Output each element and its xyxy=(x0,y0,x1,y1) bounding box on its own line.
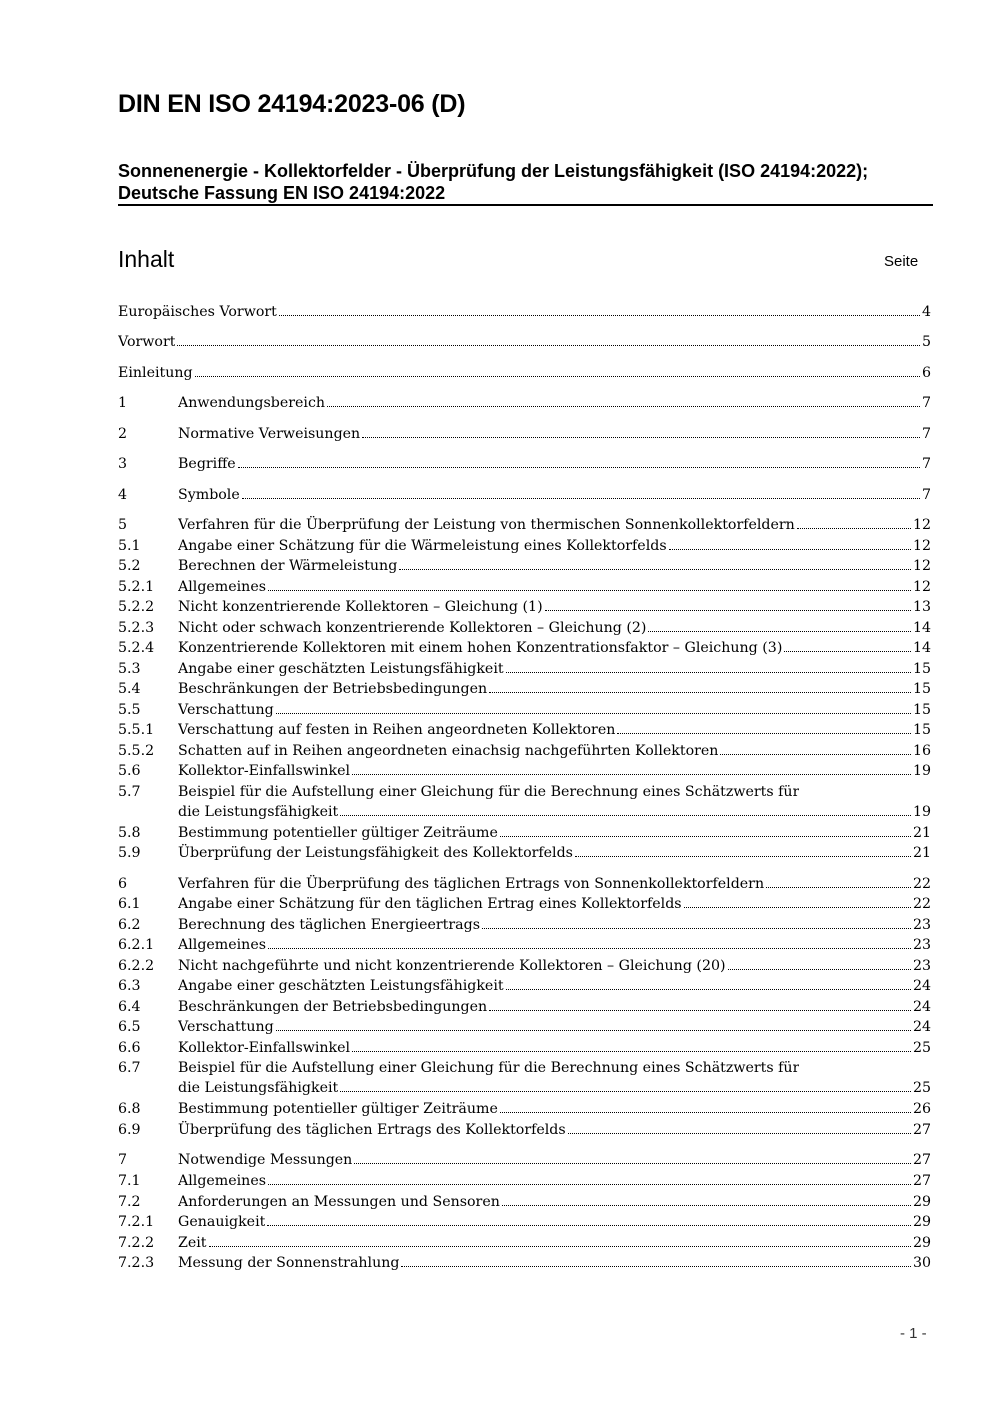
toc-entry[interactable] xyxy=(118,997,931,1017)
toc-entry-page: 24 xyxy=(912,999,931,1015)
toc-entry-number: 6 xyxy=(118,876,128,892)
toc-entry-page: 15 xyxy=(912,661,931,677)
toc-entry-page: 4 xyxy=(921,304,931,320)
dot-leader xyxy=(279,315,920,316)
toc-entry-page: 5 xyxy=(921,334,931,350)
toc-entry-page: 7 xyxy=(921,456,931,472)
toc-entry[interactable] xyxy=(118,454,931,474)
dot-leader xyxy=(545,610,911,611)
toc-entry-title: Beschränkungen der Betriebsbedingungen xyxy=(178,999,488,1015)
dot-leader xyxy=(177,345,920,346)
toc-entry[interactable] xyxy=(118,843,931,863)
toc-entry-title: Verfahren für die Überprüfung der Leistung von thermischen Sonnenkollektorfeldern xyxy=(178,517,795,533)
toc-entry[interactable] xyxy=(118,302,931,322)
toc-entry-page: 13 xyxy=(912,599,931,615)
toc-entry[interactable] xyxy=(118,1233,931,1253)
toc-entry-page: 12 xyxy=(912,517,931,533)
toc-entry-number: 6.2.1 xyxy=(118,937,155,953)
dot-leader xyxy=(617,733,911,734)
toc-entry-page: 21 xyxy=(912,845,931,861)
toc-entry[interactable] xyxy=(118,393,931,413)
toc-entry[interactable] xyxy=(118,823,931,843)
toc-entry-title: Anforderungen an Messungen und Sensoren xyxy=(178,1194,500,1210)
toc-entry-number: 7.1 xyxy=(118,1173,141,1189)
toc-entry[interactable] xyxy=(118,700,931,720)
toc-entry-number: 5.7 xyxy=(118,784,141,800)
dot-leader xyxy=(362,437,920,438)
toc-entry-page: 19 xyxy=(912,804,931,820)
toc-entry-number: 5.9 xyxy=(118,845,141,861)
toc-entry-title: Angabe einer geschätzten Leistungsfähigkeit xyxy=(178,661,504,677)
toc-entry[interactable] xyxy=(118,761,931,781)
toc-entry-number: 5.1 xyxy=(118,538,141,554)
toc-entry[interactable] xyxy=(118,638,931,658)
dot-leader xyxy=(575,856,911,857)
toc-entry-number: 6.2.2 xyxy=(118,958,155,974)
toc-entry-number: 3 xyxy=(118,456,128,472)
dot-leader xyxy=(506,672,911,673)
dot-leader xyxy=(684,907,911,908)
dot-leader xyxy=(268,1184,911,1185)
dot-leader xyxy=(195,376,920,377)
toc-entry-page: 29 xyxy=(912,1194,931,1210)
toc-entry-title: Messung der Sonnenstrahlung xyxy=(178,1255,400,1271)
dot-leader xyxy=(797,528,911,529)
toc-entry-title-continued: die Leistungsfähigkeit xyxy=(178,804,339,820)
toc-entry[interactable] xyxy=(118,363,931,383)
toc-entry-number: 7.2 xyxy=(118,1194,141,1210)
toc-entry[interactable] xyxy=(118,1212,931,1232)
toc-entry-title: Konzentrierende Kollektoren mit einem hohen Konzentrationsfaktor – Gleichung (3) xyxy=(178,640,783,656)
toc-entry[interactable] xyxy=(118,556,931,576)
toc-entry-page: 15 xyxy=(912,722,931,738)
toc-entry[interactable] xyxy=(118,1150,931,1170)
toc-entry[interactable] xyxy=(118,1058,931,1098)
toc-heading: Inhalt xyxy=(118,246,175,272)
toc-entry[interactable] xyxy=(118,659,931,679)
toc-entry-page: 14 xyxy=(912,640,931,656)
toc-entry[interactable] xyxy=(118,485,931,505)
toc-entry-title: Anwendungsbereich xyxy=(178,395,326,411)
toc-entry[interactable] xyxy=(118,515,931,535)
toc-entry-number: 6.7 xyxy=(118,1060,141,1076)
toc-entry-page: 7 xyxy=(921,426,931,442)
toc-entry-title: Bestimmung potentieller gültiger Zeiträume xyxy=(178,825,498,841)
dot-leader xyxy=(327,406,920,407)
toc-entry-number: 5.8 xyxy=(118,825,141,841)
page-number: - 1 - xyxy=(900,1325,927,1342)
toc-entry[interactable] xyxy=(118,1017,931,1037)
toc-entry[interactable] xyxy=(118,976,931,996)
toc-entry-title: Notwendige Messungen xyxy=(178,1152,353,1168)
toc-entry-title: Verfahren für die Überprüfung des täglichen Ertrags von Sonnenkollektorfeldern xyxy=(178,876,765,892)
toc-entry[interactable] xyxy=(118,1253,931,1273)
toc-entry-page: 26 xyxy=(912,1101,931,1117)
toc-entry-number: 7.2.3 xyxy=(118,1255,155,1271)
toc-entry-number: 5.2.2 xyxy=(118,599,155,615)
dot-leader xyxy=(352,774,911,775)
toc-entry[interactable] xyxy=(118,1038,931,1058)
dot-leader xyxy=(268,948,911,949)
toc-entry-page: 22 xyxy=(912,876,931,892)
toc-entry-title: Nicht konzentrierende Kollektoren – Gleichung (1) xyxy=(178,599,543,615)
toc-entry[interactable] xyxy=(118,597,931,617)
toc-entry-number: 6.5 xyxy=(118,1019,141,1035)
toc-entry-number: 5 xyxy=(118,517,128,533)
toc-entry[interactable] xyxy=(118,720,931,740)
toc-entry-number: 5.5 xyxy=(118,702,141,718)
toc-entry-title: Allgemeines xyxy=(178,1173,266,1189)
toc-entry-number: 5.3 xyxy=(118,661,141,677)
toc-entry-title: Europäisches Vorwort xyxy=(118,304,277,320)
dot-leader xyxy=(500,836,911,837)
toc-entry-title: Beispiel für die Aufstellung einer Gleichung für die Berechnung eines Schätzwerts für xyxy=(178,1060,800,1076)
dot-leader xyxy=(489,692,911,693)
toc-entry-page: 30 xyxy=(912,1255,931,1271)
toc-entry[interactable] xyxy=(118,956,931,976)
toc-entry[interactable] xyxy=(118,1171,931,1191)
dot-leader xyxy=(209,1246,911,1247)
dot-leader xyxy=(720,754,911,755)
toc-entry-title: Beschränkungen der Betriebsbedingungen xyxy=(178,681,488,697)
toc-entry-title: Angabe einer Schätzung für die Wärmeleistung eines Kollektorfelds xyxy=(178,538,667,554)
toc-entry-title: Bestimmung potentieller gültiger Zeiträume xyxy=(178,1101,498,1117)
toc-entry-page: 22 xyxy=(912,896,931,912)
toc-entry-title: Nicht nachgeführte und nicht konzentrierende Kollektoren – Gleichung (20) xyxy=(178,958,726,974)
toc-entry-number: 5.2 xyxy=(118,558,141,574)
toc-entry-number: 7 xyxy=(118,1152,128,1168)
toc-entry-number: 6.9 xyxy=(118,1122,141,1138)
dot-leader xyxy=(267,1225,911,1226)
toc-entry[interactable] xyxy=(118,935,931,955)
dot-leader xyxy=(354,1163,911,1164)
toc-entry-number: 5.4 xyxy=(118,681,141,697)
dot-leader xyxy=(276,713,911,714)
dot-leader xyxy=(506,989,911,990)
dot-leader xyxy=(766,887,911,888)
toc-entry-title: Allgemeines xyxy=(178,579,266,595)
toc-entry-title: Verschattung auf festen in Reihen angeordneten Kollektoren xyxy=(178,722,616,738)
toc-entry-title: Normative Verweisungen xyxy=(178,426,361,442)
toc-entry-number: 1 xyxy=(118,395,128,411)
toc-entry-page: 19 xyxy=(912,763,931,779)
toc-entry[interactable] xyxy=(118,1192,931,1212)
document-title: DIN EN ISO 24194:2023-06 (D) xyxy=(118,90,466,118)
toc-entry-page: 23 xyxy=(912,958,931,974)
toc-entry-title: Kollektor-Einfallswinkel xyxy=(178,1040,351,1056)
toc-entry-number: 5.5.1 xyxy=(118,722,155,738)
toc-entry-title: Vorwort xyxy=(118,334,176,350)
toc-entry-title: Angabe einer Schätzung für den täglichen Ertrag eines Kollektorfelds xyxy=(178,896,682,912)
dot-leader xyxy=(340,815,911,816)
toc-entry-title-continued: die Leistungsfähigkeit xyxy=(178,1080,339,1096)
dot-leader xyxy=(482,928,911,929)
toc-entry-title: Schatten auf in Reihen angeordneten einachsig nachgeführten Kollektoren xyxy=(178,743,719,759)
toc-entry[interactable] xyxy=(118,1120,931,1140)
toc-entry-page: 29 xyxy=(912,1235,931,1251)
toc-entry-page: 16 xyxy=(912,743,931,759)
toc-entry-page: 27 xyxy=(912,1152,931,1168)
toc-entry[interactable] xyxy=(118,782,931,822)
toc-entry-title: Verschattung xyxy=(178,702,274,718)
toc-entry-page: 15 xyxy=(912,702,931,718)
toc-entry-page: 14 xyxy=(912,620,931,636)
toc-entry-page: 7 xyxy=(921,395,931,411)
toc-entry-title: Genauigkeit xyxy=(178,1214,266,1230)
toc-entry-number: 5.2.1 xyxy=(118,579,155,595)
toc-entry-page: 27 xyxy=(912,1122,931,1138)
dot-leader xyxy=(238,467,920,468)
toc-entry[interactable] xyxy=(118,894,931,914)
toc-entry-page: 7 xyxy=(921,487,931,503)
toc-entry-page: 25 xyxy=(912,1040,931,1056)
toc-entry-page: 27 xyxy=(912,1173,931,1189)
toc-entry-number: 5.2.4 xyxy=(118,640,155,656)
toc-entry-number: 7.2.2 xyxy=(118,1235,155,1251)
toc-entry[interactable] xyxy=(118,577,931,597)
toc-entry-number: 7.2.1 xyxy=(118,1214,155,1230)
document-subtitle: Sonnenenergie - Kollektorfelder - Überprüfung der Leistungsfähigkeit (ISO 24194:2022); Deutsche Fassung EN ISO 24194:2022 xyxy=(118,161,869,203)
toc-entry-title: Einleitung xyxy=(118,365,193,381)
toc-entry-title: Symbole xyxy=(178,487,240,503)
dot-leader xyxy=(648,631,910,632)
toc-entry-title: Zeit xyxy=(178,1235,207,1251)
toc-entry-number: 6.2 xyxy=(118,917,141,933)
toc-entry-page: 12 xyxy=(912,558,931,574)
toc-entry[interactable] xyxy=(118,424,931,444)
toc-page-label: Seite xyxy=(884,253,919,270)
toc-entry-title: Allgemeines xyxy=(178,937,266,953)
toc-entry-page: 21 xyxy=(912,825,931,841)
dot-leader xyxy=(340,1091,911,1092)
toc-entry-number: 5.6 xyxy=(118,763,141,779)
toc-entry[interactable] xyxy=(118,679,931,699)
toc-entry-title: Überprüfung des täglichen Ertrags des Kollektorfelds xyxy=(178,1122,566,1138)
toc-entry-title: Begriffe xyxy=(178,456,236,472)
toc-entry-number: 6.3 xyxy=(118,978,141,994)
toc-entry-title: Nicht oder schwach konzentrierende Kollektoren – Gleichung (2) xyxy=(178,620,647,636)
toc-entry-page: 6 xyxy=(921,365,931,381)
toc-entry[interactable] xyxy=(118,618,931,638)
toc-entry-page: 25 xyxy=(912,1080,931,1096)
toc-entry-number: 4 xyxy=(118,487,128,503)
title-divider xyxy=(118,204,933,206)
toc-entry-page: 23 xyxy=(912,917,931,933)
toc-entry-title: Verschattung xyxy=(178,1019,274,1035)
toc-entry-page: 12 xyxy=(912,538,931,554)
dot-leader xyxy=(352,1051,911,1052)
toc-entry-title: Berechnung des täglichen Energieertrags xyxy=(178,917,480,933)
dot-leader xyxy=(728,969,911,970)
dot-leader xyxy=(268,590,911,591)
toc-entry-page: 24 xyxy=(912,978,931,994)
toc-entry-page: 29 xyxy=(912,1214,931,1230)
toc-entry-title: Kollektor-Einfallswinkel xyxy=(178,763,351,779)
dot-leader xyxy=(784,651,911,652)
toc-entry-number: 6.1 xyxy=(118,896,141,912)
toc-entry[interactable] xyxy=(118,874,931,894)
toc-entry[interactable] xyxy=(118,332,931,352)
toc-entry[interactable] xyxy=(118,1099,931,1119)
dot-leader xyxy=(276,1030,911,1031)
dot-leader xyxy=(489,1010,911,1011)
toc-entry-number: 6.4 xyxy=(118,999,141,1015)
toc-entry-number: 2 xyxy=(118,426,128,442)
toc-entry[interactable] xyxy=(118,915,931,935)
toc-entry-number: 6.6 xyxy=(118,1040,141,1056)
dot-leader xyxy=(669,549,911,550)
toc-entry[interactable] xyxy=(118,536,931,556)
toc-entry-page: 23 xyxy=(912,937,931,953)
dot-leader xyxy=(502,1205,911,1206)
toc-entry-page: 12 xyxy=(912,579,931,595)
toc-entry[interactable] xyxy=(118,741,931,761)
toc-entry-title: Beispiel für die Aufstellung einer Gleichung für die Berechnung eines Schätzwerts für xyxy=(178,784,800,800)
toc-entry-title: Überprüfung der Leistungsfähigkeit des Kollektorfelds xyxy=(178,845,573,861)
dot-leader xyxy=(568,1133,911,1134)
toc-entry-number: 5.2.3 xyxy=(118,620,155,636)
toc-entry-number: 6.8 xyxy=(118,1101,141,1117)
toc-entry-title: Angabe einer geschätzten Leistungsfähigkeit xyxy=(178,978,504,994)
toc-entry-number: 5.5.2 xyxy=(118,743,155,759)
dot-leader xyxy=(500,1112,911,1113)
dot-leader xyxy=(401,1266,910,1267)
toc-entry-page: 24 xyxy=(912,1019,931,1035)
dot-leader xyxy=(399,569,911,570)
toc-entry-page: 15 xyxy=(912,681,931,697)
toc-entry-title: Berechnen der Wärmeleistung xyxy=(178,558,398,574)
dot-leader xyxy=(242,498,920,499)
